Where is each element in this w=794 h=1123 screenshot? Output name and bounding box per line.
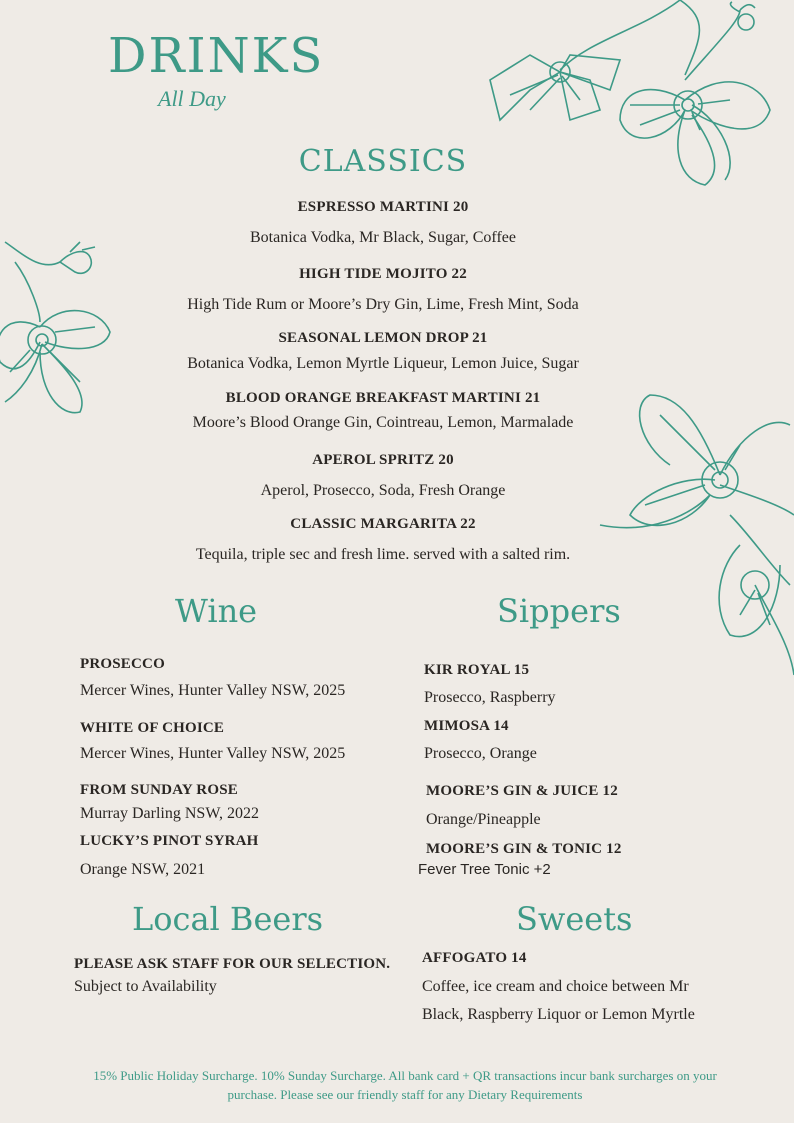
wine-heading: Wine [175, 592, 258, 630]
sippers-item-desc: Prosecco, Orange [424, 745, 537, 762]
classics-item-name: HIGH TIDE MOJITO 22 [299, 266, 467, 282]
sippers-item-name: MOORE’S GIN & TONIC 12 [426, 841, 622, 857]
sippers-item-desc: Prosecco, Raspberry [424, 689, 556, 706]
wine-item-desc: Mercer Wines, Hunter Valley NSW, 2025 [80, 745, 346, 762]
beers-note-desc: Subject to Availability [74, 978, 217, 995]
classics-item-name: APEROL SPRITZ 20 [312, 452, 454, 468]
sweets-item-desc-line2: Black, Raspberry Liquor or Lemon Myrtle [422, 1006, 695, 1023]
wine-item-desc: Mercer Wines, Hunter Valley NSW, 2025 [80, 682, 346, 699]
footer-line-2: purchase. Please see our friendly staff for any Dietary Requirements [227, 1087, 583, 1102]
menu-title: DRINKS [108, 28, 325, 84]
beers-note-name: PLEASE ASK STAFF FOR OUR SELECTION. [74, 956, 391, 972]
wine-item-name: PROSECCO [80, 656, 165, 672]
classics-item-name: BLOOD ORANGE BREAKFAST MARTINI 21 [225, 390, 541, 406]
sippers-item-name: MOORE’S GIN & JUICE 12 [426, 783, 618, 799]
wine-item-desc: Orange NSW, 2021 [80, 861, 206, 878]
sweets-heading: Sweets [516, 900, 633, 938]
classics-item-name: CLASSIC MARGARITA 22 [290, 516, 476, 532]
wine-item-name: LUCKY’S PINOT SYRAH [80, 833, 259, 849]
menu-subtitle: All Day [158, 86, 226, 111]
sweets-item-name: AFFOGATO 14 [422, 950, 527, 966]
local-beers-heading: Local Beers [132, 900, 324, 938]
sippers-heading: Sippers [497, 592, 621, 630]
classics-item-name: ESPRESSO MARTINI 20 [297, 199, 469, 215]
classics-item-desc: Botanica Vodka, Lemon Myrtle Liqueur, Lemon Juice, Sugar [187, 355, 579, 372]
sippers-item-name: MIMOSA 14 [424, 718, 509, 734]
classics-item-name: SEASONAL LEMON DROP 21 [278, 330, 488, 346]
wine-item-name: FROM SUNDAY ROSE [80, 782, 238, 798]
sippers-item-desc: Fever Tree Tonic +2 [418, 861, 551, 878]
classics-item-desc: High Tide Rum or Moore’s Dry Gin, Lime, Fresh Mint, Soda [187, 296, 579, 313]
wine-item-desc: Murray Darling NSW, 2022 [80, 805, 259, 822]
sweets-item-desc-line1: Coffee, ice cream and choice between Mr [422, 978, 689, 995]
surcharge-footer [40, 1066, 770, 1104]
classics-item-desc: Aperol, Prosecco, Soda, Fresh Orange [260, 482, 506, 499]
sippers-item-name: KIR ROYAL 15 [424, 662, 530, 678]
sippers-item-desc: Orange/Pineapple [426, 811, 541, 828]
classics-item-desc: Botanica Vodka, Mr Black, Sugar, Coffee [250, 229, 516, 246]
classics-item-desc: Tequila, triple sec and fresh lime. served with a salted rim. [195, 546, 571, 563]
wine-item-name: WHITE OF CHOICE [80, 720, 225, 736]
classics-heading: CLASSICS [298, 144, 468, 179]
footer-line-1: 15% Public Holiday Surcharge. 10% Sunday Surcharge. All bank card + QR transactions incur bank surcharges on your [93, 1068, 717, 1083]
classics-item-desc: Moore’s Blood Orange Gin, Cointreau, Lemon, Marmalade [192, 414, 574, 431]
